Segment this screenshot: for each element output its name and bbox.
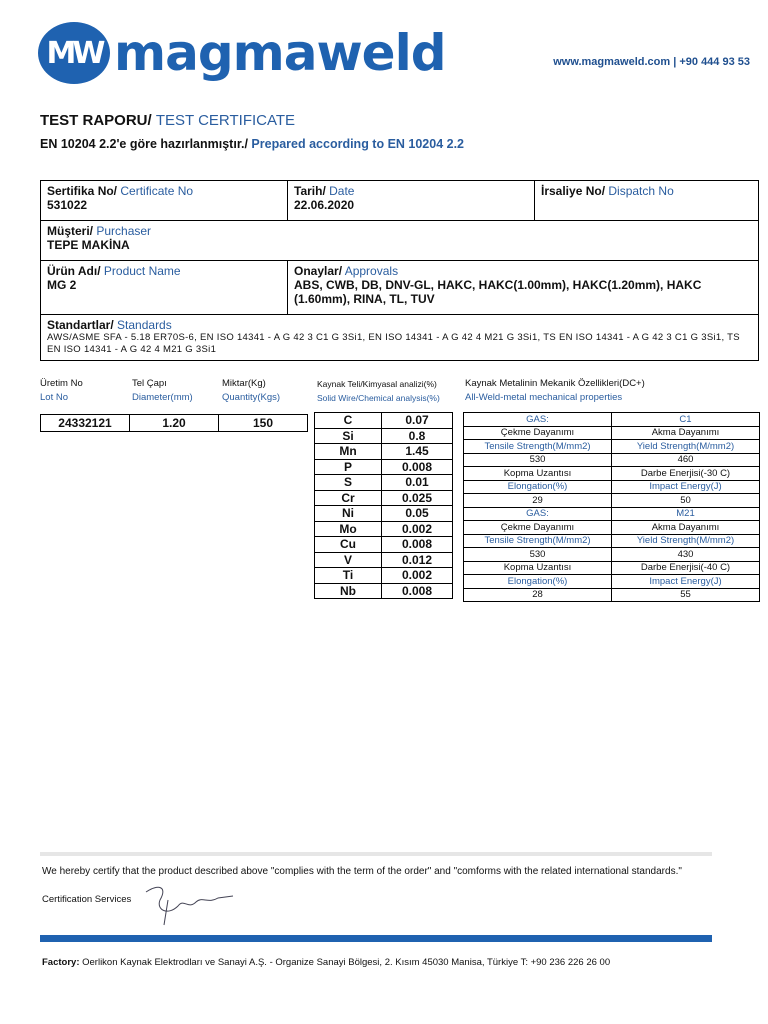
gas-value: M21 [612,507,760,521]
tensile-label-tr: Çekme Dayanımı [464,521,612,535]
yield-label-en: Yield Strength(M/mm2) [612,440,760,454]
factory-address: Factory: Oerlikon Kaynak Elektrodları ve Sanayi A.Ş. - Organize Sanayi Bölgesi, 2. Kısım 45030 Manisa, Türkiye T: +90 236 226 26 00 [42,957,611,968]
table-row [464,534,760,548]
table-row [315,459,453,475]
element-value: 0.008 [382,459,453,475]
table-row [464,413,760,427]
yield-value: 460 [612,453,760,467]
mechanical-table [463,412,760,602]
yield-label-en: Yield Strength(M/mm2) [612,534,760,548]
table-row [315,444,453,460]
element-symbol: C [315,413,382,429]
elongation-label-en: Elongation(%) [464,480,612,494]
table-row [315,506,453,522]
element-value: 1.45 [382,444,453,460]
element-symbol: V [315,552,382,568]
signature [138,880,238,930]
table-row [464,521,760,535]
element-symbol: Si [315,428,382,444]
table-row [464,480,760,494]
certification-statement: We hereby certify that the product described above "complies with the term of the order" and "comforms with the related international standards." [42,866,682,877]
logo-text: magmaweld [114,24,446,82]
table-row [315,521,453,537]
gas-label: GAS: [464,413,612,427]
element-value: 0.01 [382,475,453,491]
quantity-header: Miktar(Kg) Quantity(Kgs) [222,378,281,403]
tensile-label-en: Tensile Strength(M/mm2) [464,534,612,548]
lot-header: Üretim No Lot No [40,378,83,403]
table-row [464,440,760,454]
dispatch-cell: İrsaliye No/ Dispatch No [535,181,759,221]
element-value: 0.8 [382,428,453,444]
table-row [464,575,760,589]
gas-label: GAS: [464,507,612,521]
approvals-cell: Onaylar/ Approvals ABS, CWB, DB, DNV-GL, HAKC, HAKC(1.00mm), HAKC(1.20mm), HAKC (1.60mm), RINA, TL, TUV [288,261,759,315]
table-row [315,583,453,599]
quantity-value: 150 [219,415,308,432]
page-title: TEST RAPORU/ TEST CERTIFICATE [40,112,296,129]
table-row [464,561,760,575]
table-row [464,453,760,467]
table-row [464,494,760,508]
table-row [315,475,453,491]
purchaser-cell: Müşteri/ Purchaser TEPE MAKİNA [41,221,759,261]
elongation-label-tr: Kopma Uzantısı [464,467,612,481]
element-value: 0.008 [382,537,453,553]
element-symbol: Nb [315,583,382,599]
logo-mark: MW [38,22,110,84]
certification-services-label: Certification Services [42,894,132,905]
table-row [464,548,760,562]
contact-info[interactable]: www.magmaweld.com | +90 444 93 53 [553,56,750,68]
element-symbol: Ti [315,568,382,584]
element-symbol: Mo [315,521,382,537]
gas-value: C1 [612,413,760,427]
element-value: 0.008 [382,583,453,599]
footer-bar [40,935,712,942]
chemical-table [314,412,453,599]
element-value: 0.002 [382,568,453,584]
element-value: 0.012 [382,552,453,568]
table-row [464,426,760,440]
lot-number: 24332121 [41,415,130,432]
yield-label-tr: Akma Dayanımı [612,426,760,440]
element-value: 0.002 [382,521,453,537]
tensile-label-en: Tensile Strength(M/mm2) [464,440,612,454]
elongation-value: 28 [464,588,612,602]
table-row [41,415,308,432]
table-row [315,428,453,444]
divider [40,852,712,856]
impact-value: 55 [612,588,760,602]
table-row [464,507,760,521]
impact-label-en: Impact Energy(J) [612,480,760,494]
product-cell: Ürün Adı/ Product Name MG 2 [41,261,288,315]
element-symbol: P [315,459,382,475]
element-symbol: Cu [315,537,382,553]
table-row [315,552,453,568]
table-row [464,588,760,602]
impact-label-tr: Darbe Enerjisi(-30 C) [612,467,760,481]
element-symbol: S [315,475,382,491]
diameter-value: 1.20 [130,415,219,432]
element-symbol: Ni [315,506,382,522]
table-row [315,537,453,553]
element-value: 0.07 [382,413,453,429]
element-symbol: Mn [315,444,382,460]
yield-label-tr: Akma Dayanımı [612,521,760,535]
table-row [315,490,453,506]
table-row [315,568,453,584]
chemical-header: Kaynak Teli/Kimyasal analizi(%) Solid Wire/Chemical analysis(%) [317,379,440,403]
date-cell: Tarih/ Date 22.06.2020 [288,181,535,221]
elongation-value: 29 [464,494,612,508]
diameter-header: Tel Çapı Diameter(mm) [132,378,193,403]
element-symbol: Cr [315,490,382,506]
element-value: 0.025 [382,490,453,506]
tensile-value: 530 [464,548,612,562]
lot-table [40,414,308,432]
impact-label-en: Impact Energy(J) [612,575,760,589]
mechanical-header: Kaynak Metalinin Mekanik Özellikleri(DC+) All-Weld-metal mechanical properties [465,378,645,403]
table-row [464,467,760,481]
impact-label-tr: Darbe Enerjisi(-40 C) [612,561,760,575]
elongation-label-en: Elongation(%) [464,575,612,589]
elongation-label-tr: Kopma Uzantısı [464,561,612,575]
tensile-label-tr: Çekme Dayanımı [464,426,612,440]
standards-cell: Standartlar/ Standards AWS/ASME SFA - 5.18 ER70S-6, EN ISO 14341 - A G 42 3 C1 G 3Si1, EN ISO 14341 - A G 42 4 M21 G 3Si1, TS EN ISO 14341 - A G 42 3 C1 G 3Si1, TS EN ISO 14341 - A G 42 4 M21 G 3Si1 [41,315,759,361]
yield-value: 430 [612,548,760,562]
certificate-no-cell: Sertifika No/ Certificate No 531022 [41,181,288,221]
table-row [315,413,453,429]
info-table [40,180,759,361]
impact-value: 50 [612,494,760,508]
tensile-value: 530 [464,453,612,467]
element-value: 0.05 [382,506,453,522]
page-subtitle: EN 10204 2.2'e göre hazırlanmıştır./ Prepared according to EN 10204 2.2 [40,137,465,151]
